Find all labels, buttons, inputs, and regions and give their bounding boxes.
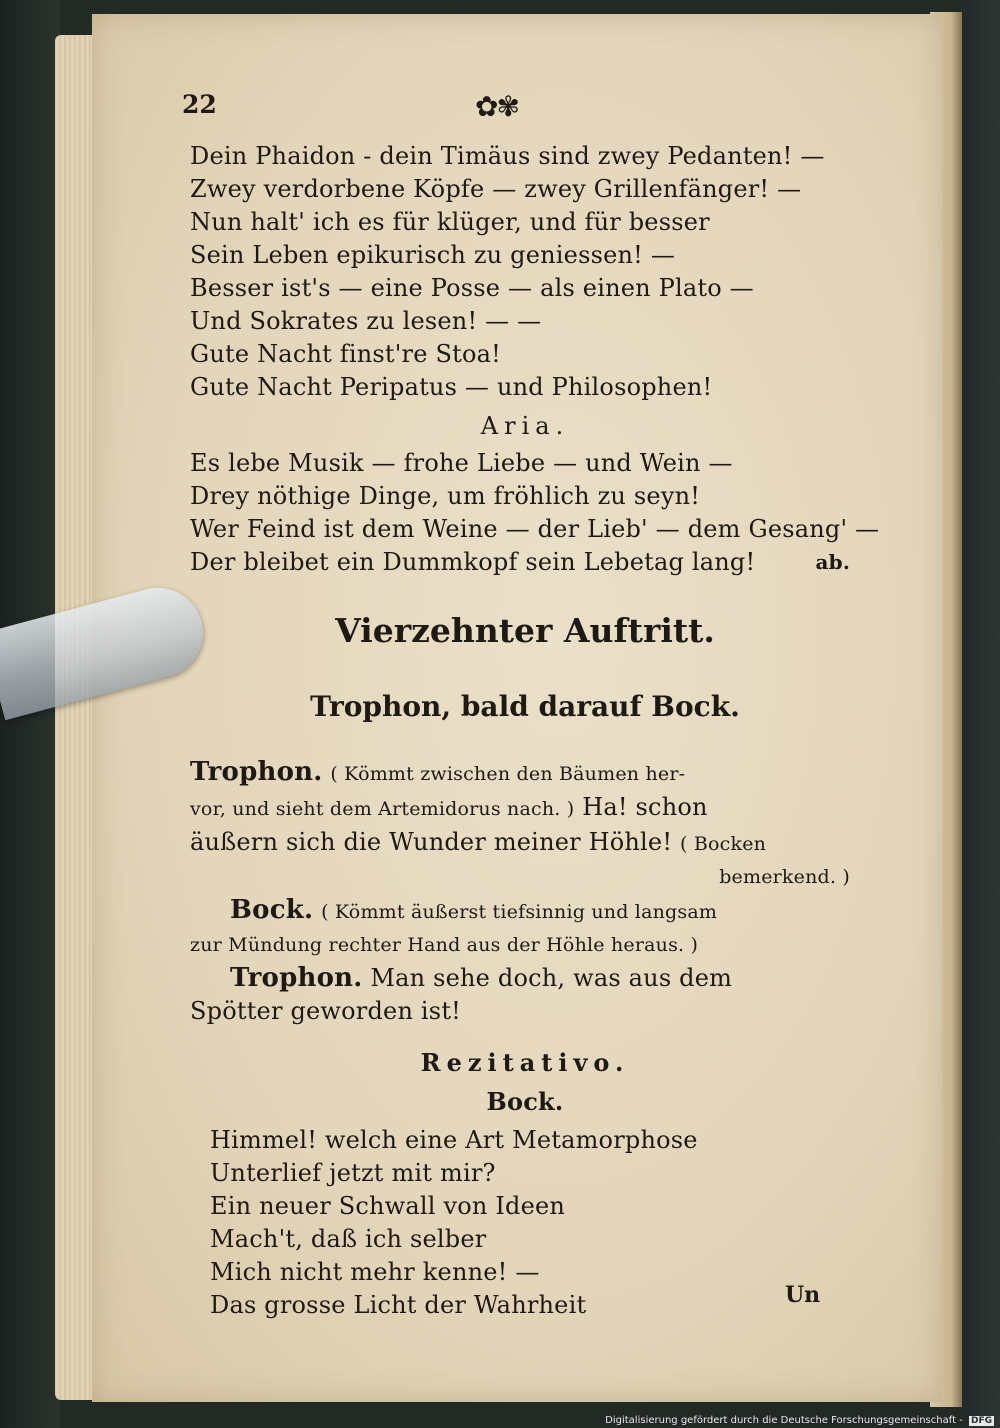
text-line: Nun halt' ich es für klüger, und für besser [190, 208, 710, 236]
text-line: Gute Nacht finst're Stoa! [190, 340, 501, 368]
speech-1-line-3 [190, 826, 860, 861]
recitative-line: Ein neuer Schwall von Ideen [210, 1192, 566, 1220]
stage-direction: ( Bocken [680, 833, 767, 855]
page-number: 22 [182, 90, 217, 119]
backdrop-right [962, 0, 1000, 1428]
speech-text: äußern sich die Wunder meiner Höhle! [190, 828, 673, 856]
page-header [182, 90, 842, 130]
speaker-name: Trophon. [190, 757, 323, 787]
recitative-lines [190, 1124, 860, 1322]
recitative-line: Himmel! welch eine Art Metamorphose [210, 1126, 698, 1154]
dfg-logo: DFG [970, 1416, 992, 1426]
speaker-name: Bock. [230, 895, 314, 925]
recitative-line: Mach't, daß ich selber [210, 1225, 487, 1253]
recitative-line: Unterlief jetzt mit mir? [210, 1159, 496, 1187]
stage-direction: ( Kömmt äußerst tiefsinnig und langsam [321, 901, 718, 923]
recitative-line: Das grosse Licht der Wahrheit [210, 1291, 587, 1319]
speech-2 [190, 894, 860, 929]
scene-persons: Trophon, bald darauf Bock. [310, 690, 740, 723]
recitative-speaker: Bock. [486, 1087, 564, 1116]
page-text [190, 140, 880, 1322]
text-line: Sein Leben epikurisch zu geniessen! — [190, 241, 676, 269]
speech-text: Man sehe doch, was aus dem [370, 964, 733, 992]
aria-lines [190, 447, 880, 579]
text-line: Gute Nacht Peripatus — und Philosophen! [190, 373, 713, 401]
text-line: Und Sokrates zu lesen! — — [190, 307, 542, 335]
speaker-name: Trophon. [230, 963, 363, 993]
catchword: Un [785, 1282, 821, 1308]
recitative-line: Mich nicht mehr kenne! — [210, 1258, 540, 1286]
speech-1 [190, 756, 860, 791]
speech-3 [190, 962, 860, 995]
speech-2-line-2: zur Mündung rechter Hand aus der Höhle heraus. ) [190, 934, 699, 956]
speech-text: Ha! schon [582, 793, 708, 821]
stage-direction: vor, und sieht dem Artemidorus nach. ) [190, 798, 575, 820]
credit-text: Digitalisierung gefördert durch die Deutsche Forschungsgemeinschaft - [605, 1415, 963, 1426]
ornament-icon: ✿✾ [475, 90, 518, 123]
speech-1-line-2 [190, 791, 860, 826]
stage-direction: ( Kömmt zwischen den Bäumen her- [330, 763, 686, 785]
aria-line-text: Der bleibet ein Dummkopf sein Lebetag lang! [190, 548, 756, 576]
monologue-lines [190, 140, 860, 404]
digitization-credit [605, 1415, 994, 1426]
recitative-heading: Rezitativo. [420, 1048, 630, 1077]
speech-3-line-2: Spötter geworden ist! [190, 997, 462, 1025]
scene-heading: Vierzehnter Auftritt. [335, 611, 715, 650]
aria-line: Drey nöthige Dinge, um fröhlich zu seyn! [190, 482, 701, 510]
aria-line: Es lebe Musik — frohe Liebe — und Wein — [190, 449, 733, 477]
text-line: Dein Phaidon - dein Timäus sind zwey Pedanten! — [190, 142, 825, 170]
text-line: Zwey verdorbene Köpfe — zwey Grillenfänger! — [190, 175, 802, 203]
aria-heading: Aria. [480, 412, 570, 440]
aria-line: Wer Feind ist dem Weine — der Lieb' — dem Gesang' — [190, 515, 880, 543]
text-line: Besser ist's — eine Posse — als einen Plato — [190, 274, 754, 302]
aria-line-last [190, 546, 860, 579]
exit-mark: ab. [815, 550, 850, 574]
speech-1-line-4: bemerkend. ) [719, 866, 850, 888]
